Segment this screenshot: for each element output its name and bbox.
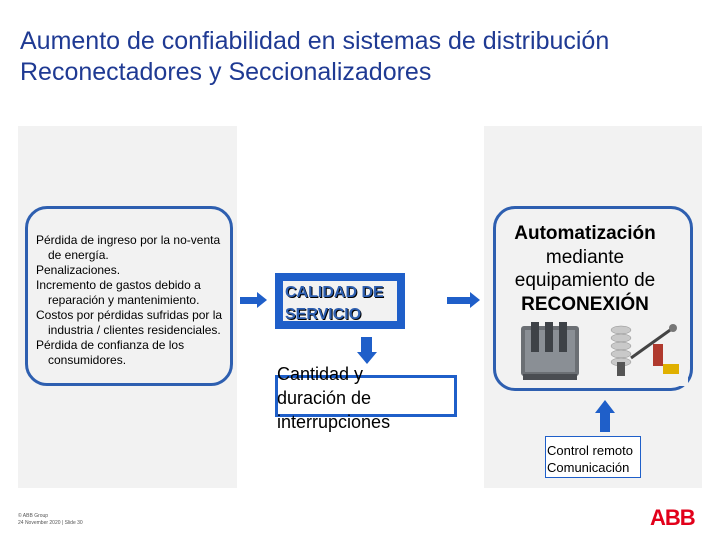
list-item: Costos por pérdidas sufridas por la industria / clientes residenciales. xyxy=(36,308,223,337)
arrow-down-icon xyxy=(361,337,372,353)
arrow-right-icon xyxy=(447,297,471,304)
quality-label: CALIDAD DE SERVICIO xyxy=(285,284,384,323)
arrow-up-icon xyxy=(600,412,610,432)
consequences-list xyxy=(36,233,226,368)
footer-copyright: © ABB Group xyxy=(18,513,49,519)
list-item: Penalizaciones. xyxy=(36,263,121,277)
list-item: Pérdida de ingreso por la no-venta de energía. xyxy=(36,233,221,262)
control-line2: Comunicación xyxy=(547,460,630,475)
slide-title xyxy=(20,26,609,88)
abb-logo: ABB xyxy=(650,505,695,530)
footer xyxy=(18,513,83,527)
automation-text xyxy=(500,222,670,316)
arrow-head-icon xyxy=(257,292,267,308)
arrow-head-icon xyxy=(470,292,480,308)
recloser-equipment-image xyxy=(513,318,688,386)
slide-title-line2: Reconectadores y Seccionalizadores xyxy=(20,58,432,86)
arrow-right-icon xyxy=(240,297,258,304)
automation-line4: RECONEXIÓN xyxy=(521,293,649,315)
list-item: Pérdida de confianza de los consumidores. xyxy=(36,338,185,367)
interruptions-label: Cantidad y duración de interrupciones xyxy=(277,364,391,432)
list-item: Incremento de gastos debido a reparación y mantenimiento. xyxy=(36,278,201,307)
arrow-up-head-icon xyxy=(595,400,615,413)
automation-line3: equipamiento de xyxy=(514,270,656,291)
slide-title-line1: Aumento de confiabilidad en sistemas de distribución xyxy=(20,27,610,55)
control-text xyxy=(547,442,633,476)
automation-line2: mediante xyxy=(545,246,625,268)
footer-date-slide: 24 November 2020 | Slide 30 xyxy=(18,520,83,526)
automation-line1: Automatización xyxy=(514,223,656,244)
control-line1: Control remoto xyxy=(547,443,633,458)
